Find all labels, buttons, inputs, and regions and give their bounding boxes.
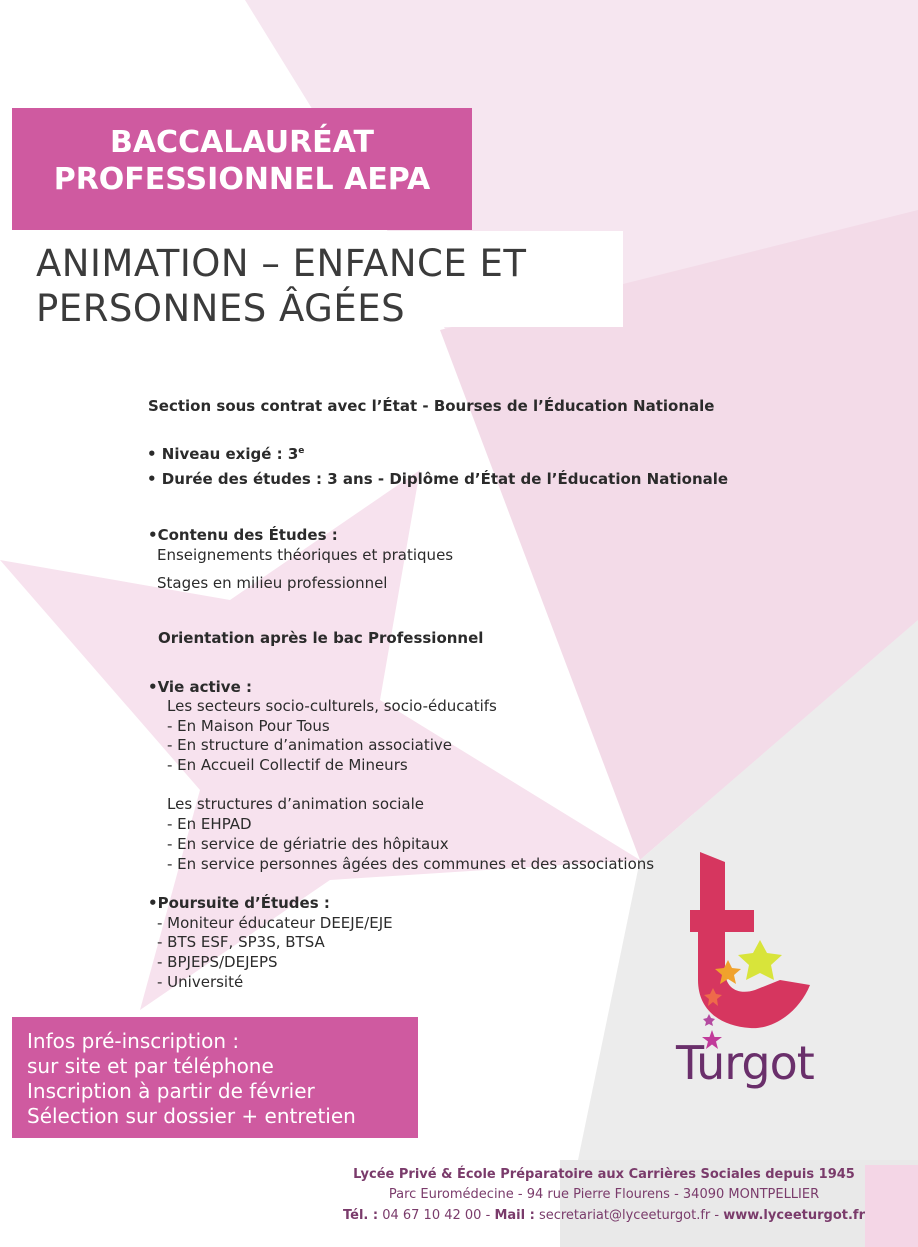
footer-address: Parc Euromédecine - 94 rue Pierre Flourens - 34090 MONTPELLIER: [388, 1187, 820, 1202]
subtitle-line-1: ANIMATION – ENFANCE ET: [36, 242, 527, 285]
subtitle-banner: [12, 231, 623, 330]
list-item: - Université: [157, 973, 244, 991]
list-item: - En Maison Pour Tous: [167, 717, 330, 735]
list-item: - En Accueil Collectif de Mineurs: [167, 756, 408, 774]
list-item: - BPJEPS/DEJEPS: [157, 953, 278, 971]
separator: -: [714, 1208, 720, 1223]
title-line-2: PROFESSIONNEL AEPA: [53, 162, 431, 197]
pre-inscription-box: [12, 1017, 418, 1138]
info-line: Inscription à partir de février: [27, 1079, 315, 1103]
turgot-t-star-logo-icon: [670, 850, 850, 1030]
contenu-heading: •Contenu des Études :: [148, 526, 338, 544]
logo-wordmark: Turgot: [676, 1036, 814, 1090]
website-link[interactable]: www.lyceeturgot.fr: [723, 1208, 865, 1223]
mail-label: Mail :: [494, 1208, 535, 1223]
turgot-logo: [670, 850, 850, 1010]
contenu-item: Stages en milieu professionnel: [157, 574, 388, 592]
title-line-1: BACCALAURÉAT: [109, 125, 375, 160]
list-item: - En service de gériatrie des hôpitaux: [167, 835, 449, 853]
tel-label: Tél. :: [342, 1208, 379, 1223]
info-line: Infos pré-inscription :: [27, 1029, 240, 1053]
footer-line-1: [320, 1165, 888, 1185]
duree-line: • Durée des études : 3 ans - Diplôme d’État de l’Éducation Nationale: [147, 470, 729, 488]
niveau-line: [147, 441, 304, 464]
contenu-item: Enseignements théoriques et pratiques: [157, 546, 454, 564]
niveau-label: • Niveau exigé : 3: [147, 445, 299, 463]
separator: -: [485, 1208, 491, 1223]
footer-contact-line: [320, 1206, 888, 1226]
title-banner: [12, 108, 472, 230]
list-item: - Moniteur éducateur DEEJE/EJE: [157, 914, 393, 932]
poursuite-heading: •Poursuite d’Études :: [148, 894, 330, 912]
list-item: - BTS ESF, SP3S, BTSA: [157, 933, 325, 951]
vie-active-group1-title: Les secteurs socio-culturels, socio-éducatifs: [167, 697, 497, 715]
list-item: - En EHPAD: [167, 815, 252, 833]
section-contract-line: Section sous contrat avec l’État - Bourses de l’Éducation Nationale: [148, 397, 715, 415]
list-item: - En service personnes âgées des communes et des associations: [167, 855, 655, 873]
tel-value: 04 67 10 42 00: [382, 1208, 482, 1223]
subtitle-line-2: PERSONNES ÂGÉES: [36, 287, 406, 330]
info-line: sur site et par téléphone: [27, 1054, 274, 1078]
orientation-heading: Orientation après le bac Professionnel: [158, 629, 484, 647]
footer-school-name: Lycée Privé & École Préparatoire aux Carrières Sociales depuis 1945: [353, 1167, 855, 1182]
list-item: - En structure d’animation associative: [167, 736, 452, 754]
mail-link[interactable]: secretariat@lyceeturgot.fr: [538, 1208, 711, 1223]
vie-active-heading: •Vie active :: [148, 678, 252, 696]
vie-active-group2-title: Les structures d’animation sociale: [167, 795, 425, 813]
info-line: Sélection sur dossier + entretien: [27, 1104, 356, 1128]
niveau-superscript: e: [298, 446, 305, 456]
